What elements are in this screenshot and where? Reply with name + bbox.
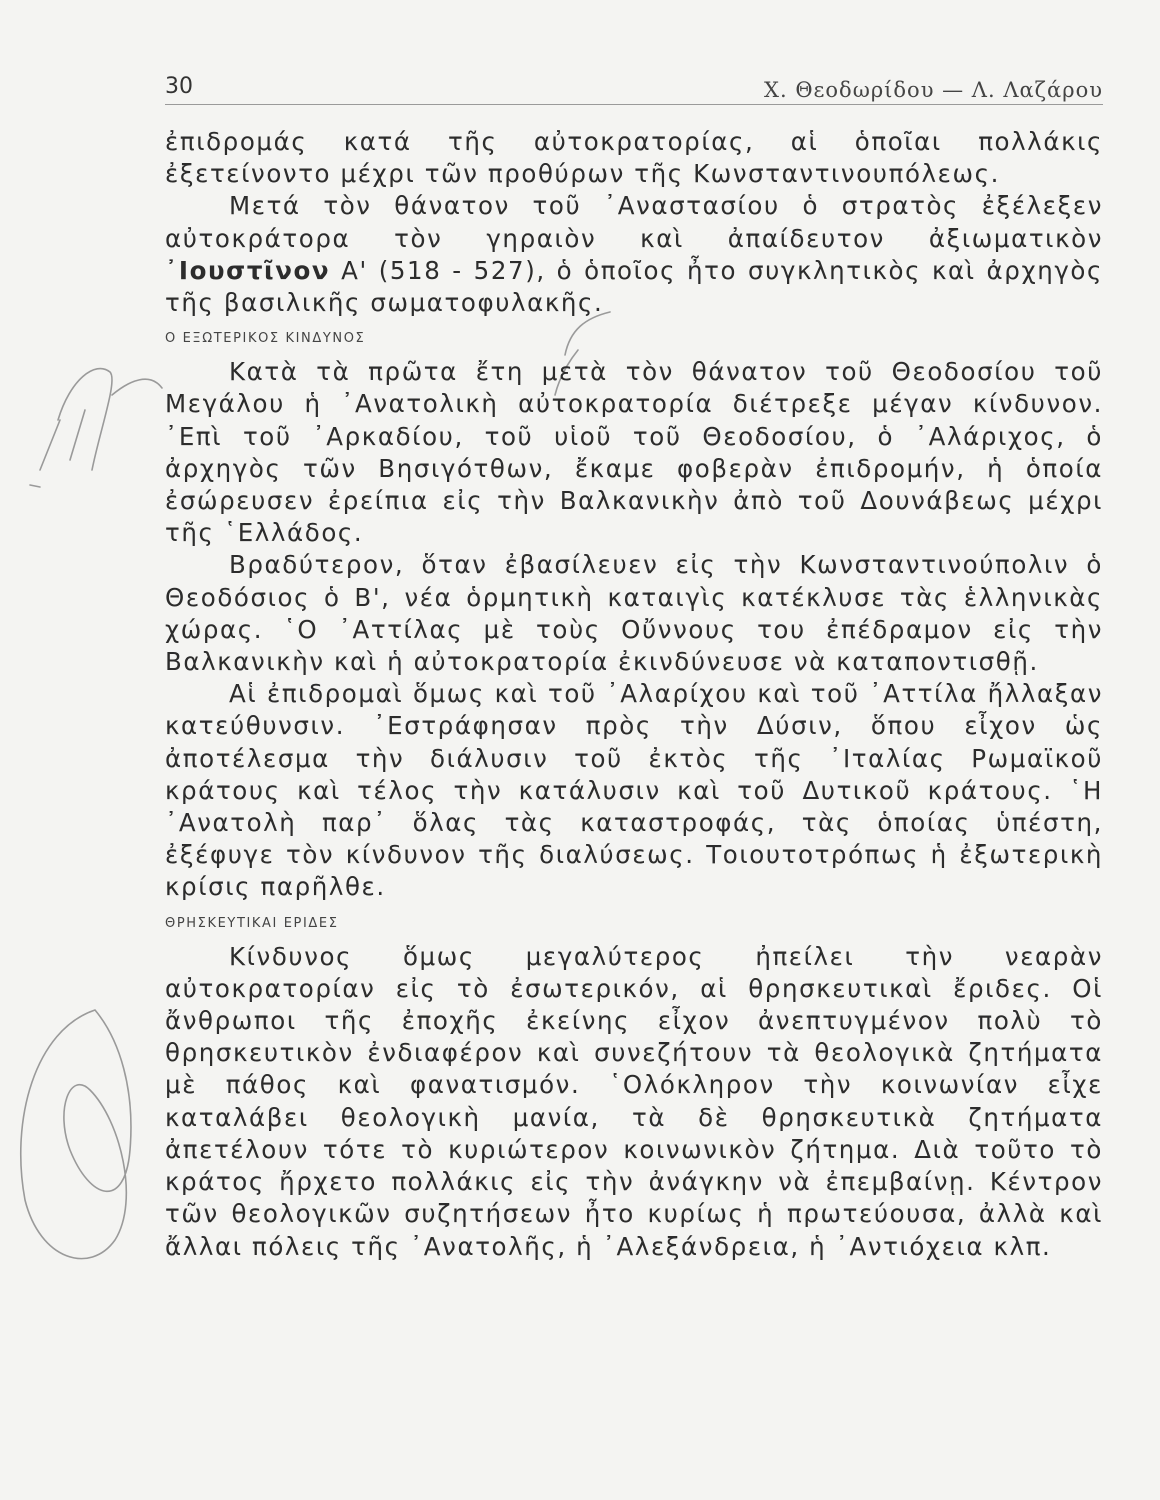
page-number: 30 bbox=[165, 74, 193, 99]
section-title-external-danger: Ο ΕΞΩΤΕΡΙΚΟΣ ΚΙΝΔΥΝΟΣ bbox=[165, 331, 366, 347]
paragraph-2-text-a: Μετά τὸν θάνατον τοῦ ᾿Αναστασίου ὁ στρατὸς ἐξέλεξεν αὐτοκράτορα τὸν γηραιὸν καὶ ἀπαίδευτον ἀξιωματικὸν bbox=[165, 191, 1103, 253]
page-body bbox=[165, 126, 1103, 1263]
section-title-religious-disputes: ΘΡΗΣΚΕΥΤΙΚΑΙ ΕΡΙΔΕΣ bbox=[165, 915, 339, 931]
paragraph-2-text-b: Α' (518 - 527), ὁ ὁποῖος ἦτο συγκλητικὸς καὶ ἀρχηγὸς τῆς βασιλικῆς σωματοφυλακῆς. bbox=[165, 255, 1103, 318]
paragraph-4: Βραδύτερον, ὅταν ἐβασίλευεν εἰς τὴν Κωνσταντινούπολιν ὁ Θεοδόσιος ὁ Β', νέα ὁρμητικὴ καταιγὶς κατέκλυσε τὰς ἑλληνικὰς χώρας. ῾Ο ᾿Αττίλας μὲ τοὺς Οὔννους του ἐπέδραμον εἰς τὴν Βαλκανικὴν καὶ ἡ αὐτοκρατορία ἐκινδύνευσε νὰ καταποντισθῇ. bbox=[165, 550, 1103, 677]
header-rule bbox=[165, 104, 1103, 105]
paragraph-5: Αἱ ἐπιδρομαὶ ὅμως καὶ τοῦ ᾿Αλαρίχου καὶ τοῦ ᾿Αττίλα ἤλλαξαν κατεύθυνσιν. ᾿Εστράφησαν πρὸς τὴν Δύσιν, ὅπου εἶχον ὡς ἀποτέλεσμα τὴν διάλυσιν τοῦ ἐκτὸς τῆς ᾿Ιταλίας Ρωμαϊκοῦ κράτους καὶ τέλος τὴν κατάλυσιν καὶ τοῦ Δυτικοῦ κράτους. ῾Η ᾿Ανατολὴ παρ᾿ ὅλας τὰς καταστροφάς, τὰς ὁποίας ὑπέστη, ἐξέφυγε τὸν κίνδυνον τῆς διαλύσεως. Τοιουτοτρόπως ἡ ἐξωτερικὴ κρίσις παρῆλθε. bbox=[165, 679, 1103, 902]
pencil-circle-8 bbox=[21, 1010, 131, 1259]
paragraph-1: ἐπιδρομάς κατά τῆς αὐτοκρατορίας, αἱ ὁποῖαι πολλάκις ἐξετείνοντο μέχρι τῶν προθύρων τῆς Κωνσταντινουπόλεως. bbox=[165, 127, 1103, 189]
emperor-name-bold: ᾿Ιουστῖνον bbox=[165, 255, 331, 285]
pencil-tick bbox=[30, 485, 40, 487]
running-head: Χ. Θεοδωρίδου — Λ. Λαζάρου bbox=[764, 78, 1103, 102]
paragraph-3: Κατὰ τὰ πρῶτα ἔτη μετὰ τὸν θάνατον τοῦ Θεοδοσίου τοῦ Μεγάλου ἡ ᾿Ανατολικὴ αὐτοκρατορία διέτρεξε μέγαν κίνδυνον. ᾿Επὶ τοῦ ᾿Αρκαδίου, τοῦ υἱοῦ τοῦ Θεοδοσίου, ὁ ᾿Αλάριχος, ὁ ἀρχηγὸς τῶν Βησιγότθων, ἔκαμε φοβερὰν ἐπιδρομήν, ἡ ὁποία ἐσώρευσεν ἐρείπια εἰς τὴν Βαλκανικὴν ἀπὸ τοῦ Δουνάβεως μέχρι τῆς ῾Ελλάδος. bbox=[165, 357, 1103, 548]
pencil-scribble-top bbox=[58, 369, 162, 470]
paragraph-6: Κίνδυνος ὅμως μεγαλύτερος ἠπείλει τὴν νεαρὰν αὐτοκρατορίαν εἰς τὸ ἐσωτερικόν, αἱ θρησκευτικαὶ ἔριδες. Οἱ ἄνθρωποι τῆς ἐποχῆς ἐκείνης εἶχον ἀνεπτυγμένον πολὺ τὸ θρησκευτικὸν ἐνδιαφέρον καὶ συνεζήτουν τὰ θεολογικὰ ζητήματα μὲ πάθος καὶ φανατισμόν. ῾Ολόκληρον τὴν κοινωνίαν εἶχε καταλάβει θεολογικὴ μανία, τὰ δὲ θρησκευτικὰ ζητήματα ἀπετέλουν τότε τὸ κυριώτερον κοινωνικὸν ζήτημα. Διὰ τοῦτο τὸ κράτος ἤρχετο πολλάκις εἰς τὴν ἀνάγκην νὰ ἐπεμβαίνῃ. Κέντρον τῶν θεολογικῶν συζητήσεων ἦτο κυρίως ἡ πρωτεύουσα, ἀλλὰ καὶ ἄλλαι πόλεις τῆς ᾿Ανατολῆς, ἡ ᾿Αλεξάνδρεια, ἡ ᾿Αντιόχεια κλπ. bbox=[165, 941, 1103, 1261]
page-header bbox=[165, 68, 1103, 108]
paragraph-2 bbox=[165, 190, 1103, 319]
pencil-scribble-mid bbox=[40, 410, 85, 470]
